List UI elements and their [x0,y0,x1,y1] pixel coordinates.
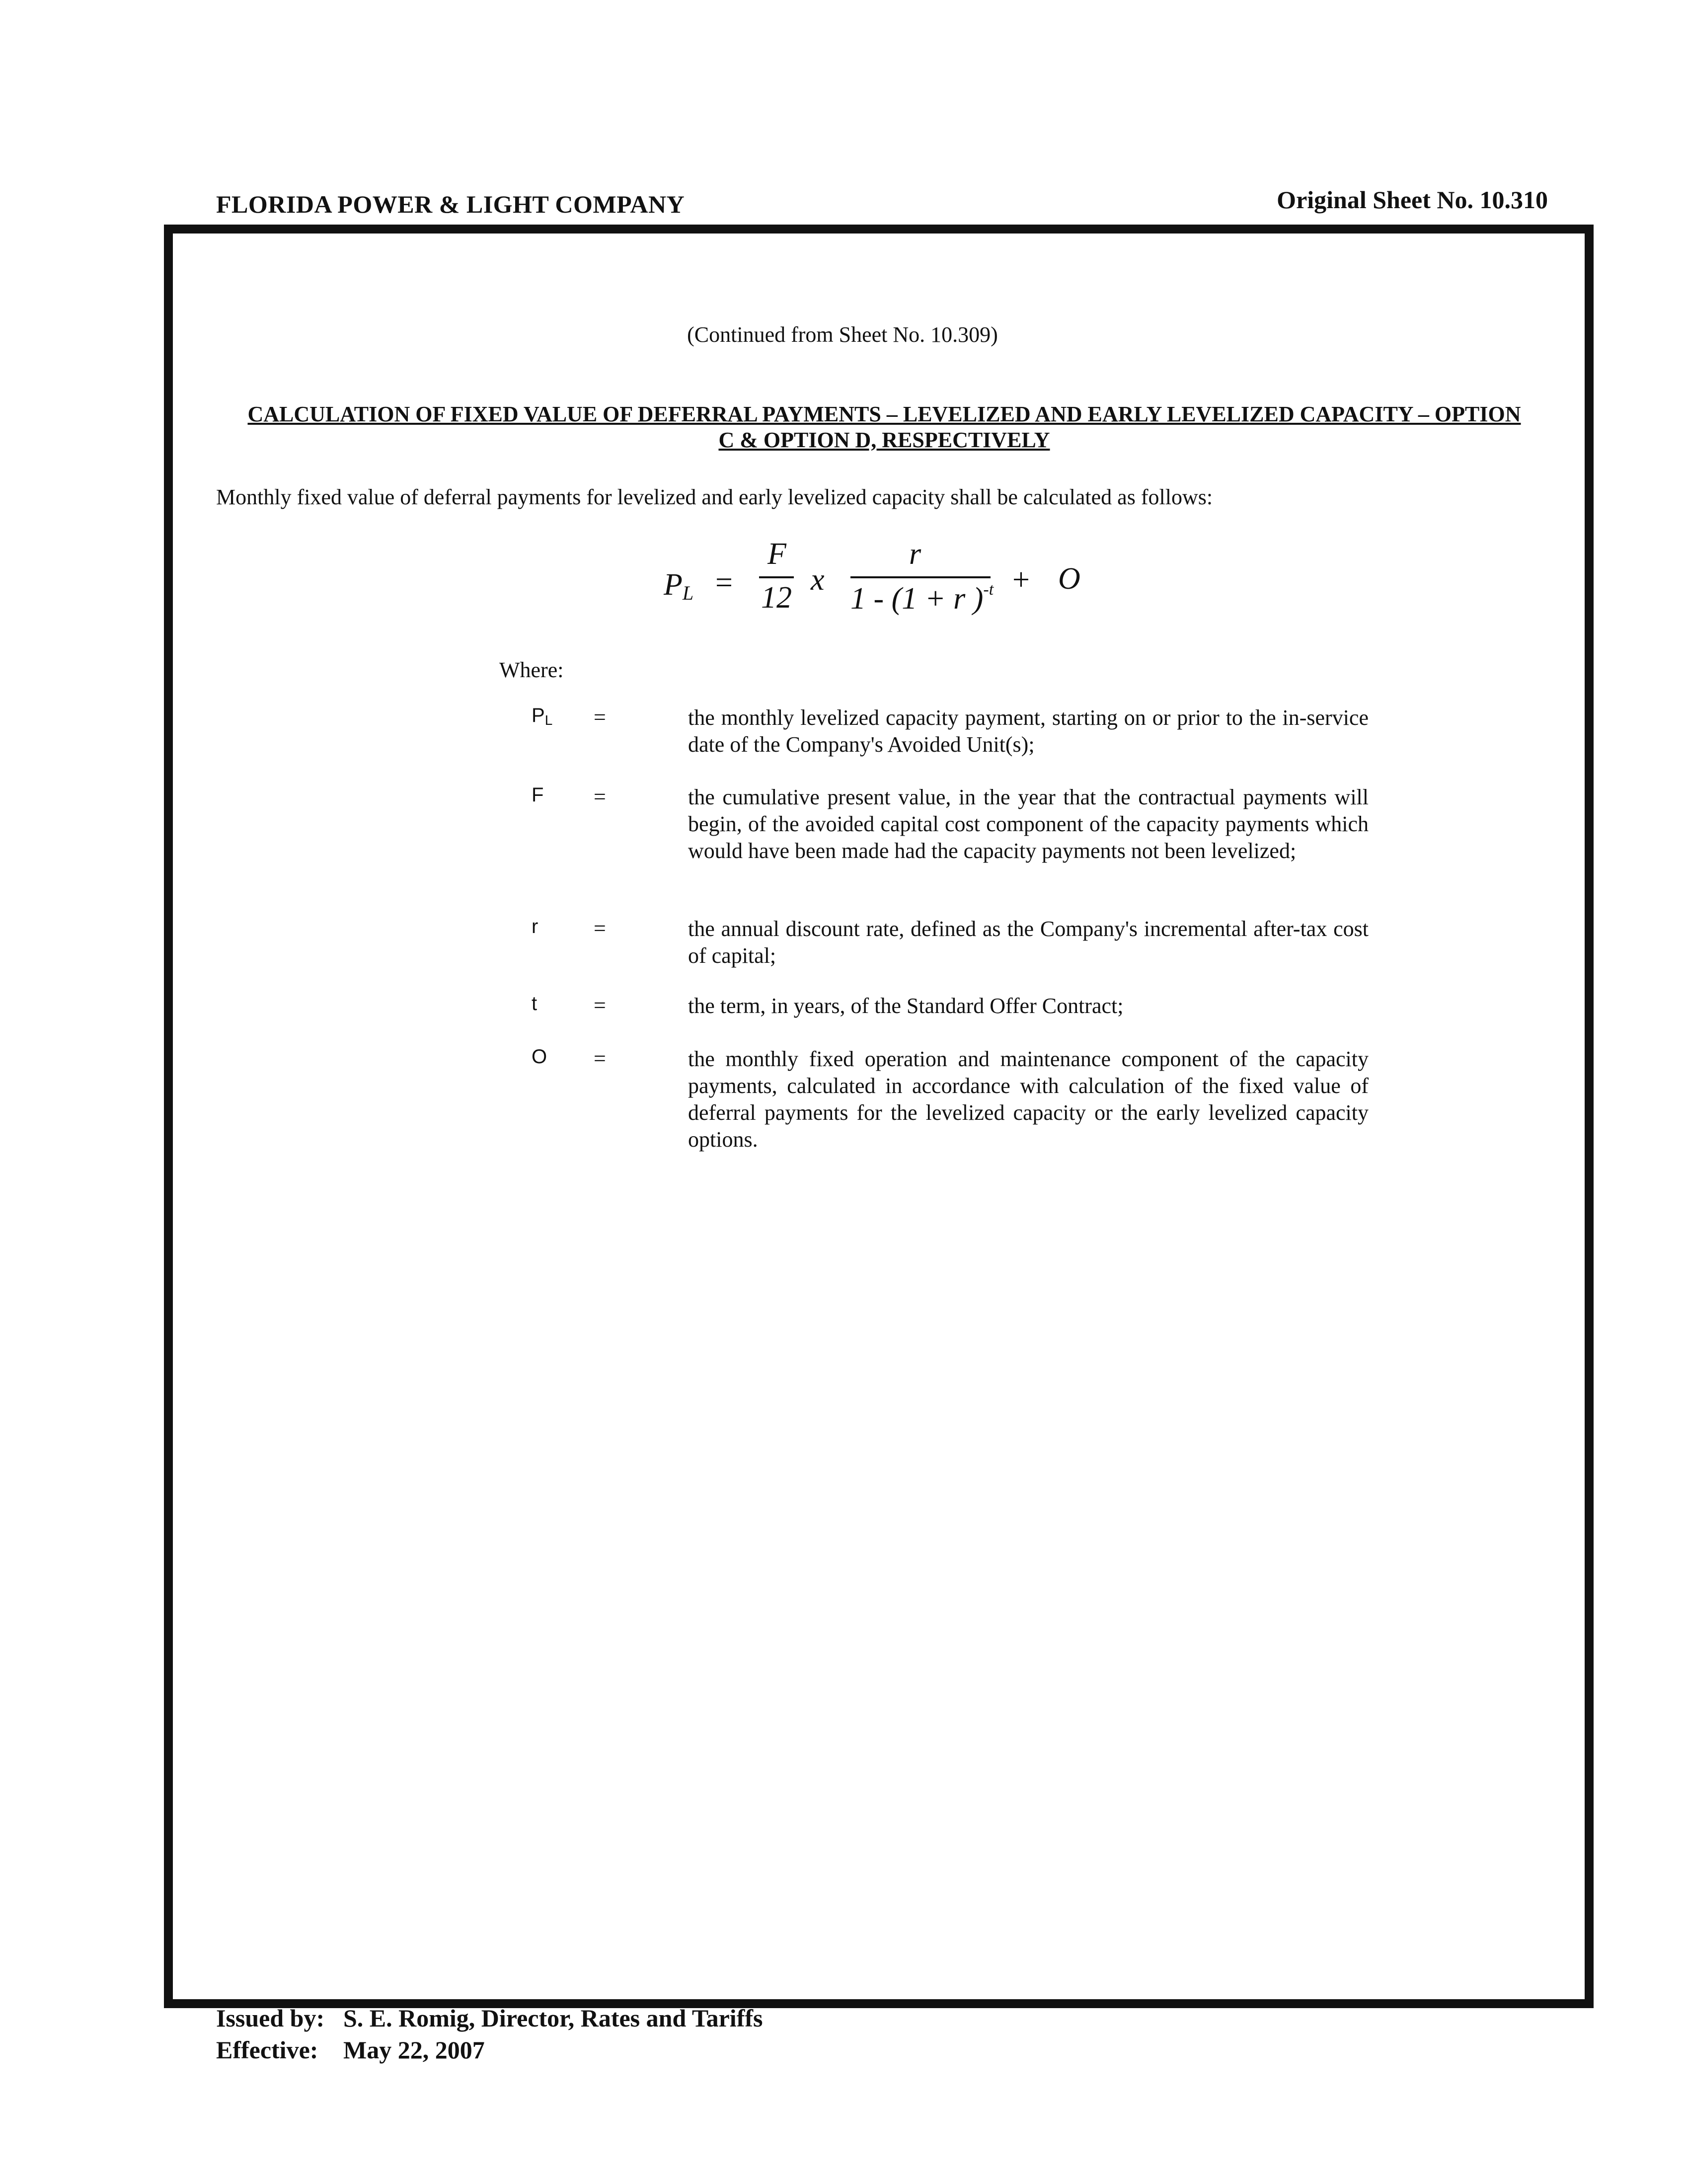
where-label: Where: [499,658,564,682]
formula-numerator-r: r [909,537,921,571]
definition-equals: = [594,916,606,940]
sheet-number: Original Sheet No. 10.310 [1277,186,1548,214]
definition-equals: = [594,784,606,809]
definition-symbol: r [532,916,538,937]
definition-equals: = [594,705,606,729]
definition-text: the term, in years, of the Standard Offer Contract; [688,994,1124,1018]
fraction-bar-1 [759,576,794,578]
effective-label: Effective: [216,2036,318,2064]
formula-plus: + [1012,563,1030,597]
fraction-bar-2 [850,576,991,578]
definition-symbol: F [532,784,544,806]
formula-times: x [811,563,825,597]
formula-denominator-12: 12 [761,581,792,615]
definition-text: the monthly levelized capacity payment, starting on or prior to the in-service date of the Company's Avoided Unit(s); [688,705,1369,757]
definition-equals: = [594,993,606,1017]
definition-row-pl [497,704,1381,759]
issued-by-line [216,2002,763,2034]
issued-by-label: Issued by: [216,2004,325,2032]
effective-line [216,2034,763,2066]
definition-text: the annual discount rate, defined as the Company's incremental after-tax cost of capital; [688,917,1369,968]
definition-text: the monthly fixed operation and maintenance component of the capacity payments, calculated in accordance with calculation of the fixed value of deferral payments for the levelized capacity or the early levelized capacity options. [688,1047,1369,1152]
effective-value: May 22, 2007 [343,2036,485,2064]
definition-symbol: O [532,1046,547,1068]
section-title: CALCULATION OF FIXED VALUE OF DEFERRAL PAYMENTS – LEVELIZED AND EARLY LEVELIZED CAPACITY – OPTION C & OPTION D, RESPECTIVELY [247,402,1521,452]
definition-row-t [497,993,1381,1020]
formula-denominator-discount: 1 - (1 + r )$^{-t}$ [850,580,994,616]
issued-by-value: S. E. Romig, Director, Rates and Tariffs [343,2004,763,2032]
levelized-payment-formula [646,537,1143,636]
formula-equals: = [715,566,733,600]
definition-text: the cumulative present value, in the year that the contractual payments will begin, of the avoided capital cost component of the capacity payments which would have been made had the capacity payments not been levelized; [688,785,1369,863]
definition-row-o [497,1046,1381,1155]
definition-row-r [497,916,1381,970]
formula-numerator-f: F [767,537,786,571]
intro-text: Monthly fixed value of deferral payments for levelized and early levelized capacity shall be calculated as follows: [216,485,1213,509]
definition-row-f [497,784,1381,893]
formula-om-term: O [1058,562,1080,596]
footer [216,2002,763,2066]
continued-note: (Continued from Sheet No. 10.309) [687,322,998,347]
definition-symbol: $P_L$ [532,704,553,728]
definition-equals: = [594,1046,606,1071]
definition-symbol: t [532,993,537,1014]
formula-lhs: $P_L$ [664,568,694,604]
company-name: FLORIDA POWER & LIGHT COMPANY [216,190,685,218]
